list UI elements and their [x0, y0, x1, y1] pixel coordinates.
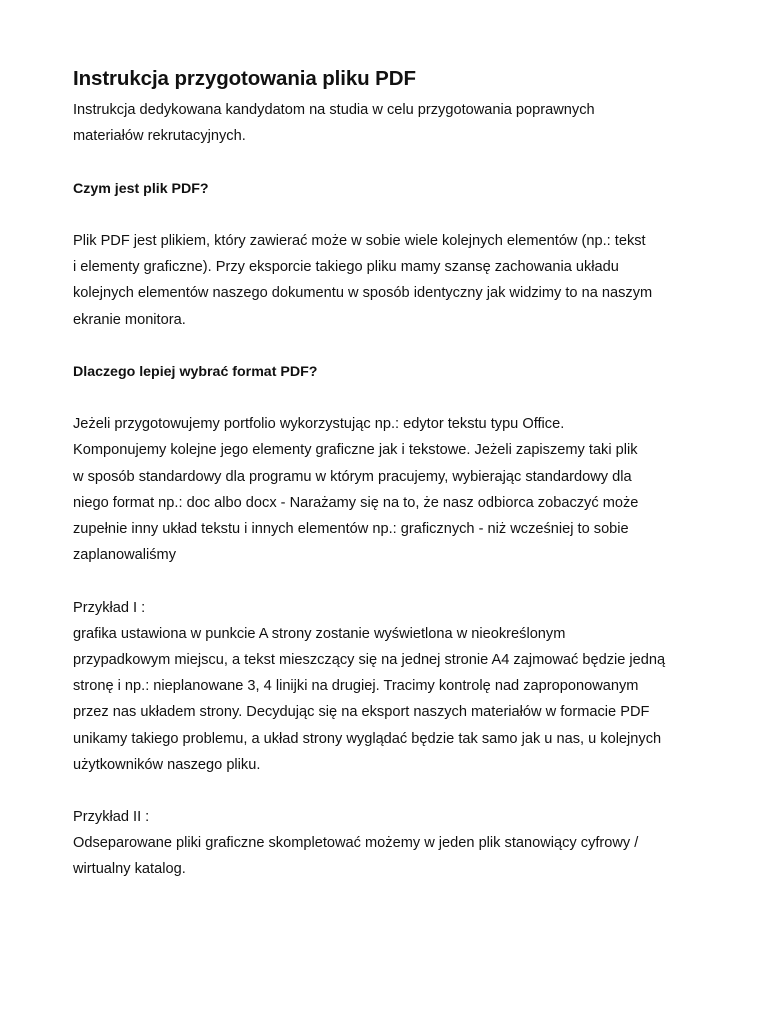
text-line: Komponujemy kolejne jego elementy graficzne jak i tekstowe. Jeżeli zapiszemy taki plik: [73, 442, 638, 459]
text-line: niego format np.: doc albo docx - Narażamy się na to, że nasz odbiorca zobaczyć może: [73, 494, 639, 511]
document-page: [73, 64, 703, 883]
section-paragraph: [73, 228, 703, 333]
section-heading: Czym jest plik PDF?: [73, 180, 209, 197]
text-line: grafika ustawiona w punkcie A strony zostanie wyświetlona w nieokreślonym: [73, 625, 566, 642]
text-line: użytkowników naszego pliku.: [73, 756, 261, 773]
text-line: Instrukcja dedykowana kandydatom na studia w celu przygotowania poprawnych: [73, 102, 595, 118]
spacer: [73, 385, 703, 411]
text-line: Plik PDF jest plikiem, który zawierać może w sobie wiele kolejnych elementów (np.: tekst: [73, 232, 646, 249]
spacer: [73, 568, 703, 594]
section-heading: Dlaczego lepiej wybrać format PDF?: [73, 363, 318, 380]
spacer: [73, 778, 703, 804]
example-paragraph: [73, 830, 703, 882]
document-title: Instrukcja przygotowania pliku PDF: [73, 67, 416, 90]
spacer: [73, 202, 703, 228]
text-line: przypadkowym miejscu, a tekst mieszczący się na jednej stronie A4 zajmować będzie jedną: [73, 651, 666, 668]
section-paragraph: [73, 411, 703, 568]
text-line: Odseparowane pliki graficzne skompletować możemy w jeden plik stanowiący cyfrowy /: [73, 835, 639, 852]
spacer: [73, 333, 703, 359]
text-line: i elementy graficzne). Przy eksporcie takiego pliku mamy szansę zachowania układu: [73, 259, 619, 276]
text-line: przez nas układem strony. Decydując się na eksport naszych materiałów w formacie PDF: [73, 704, 650, 721]
spacer: [73, 149, 703, 175]
example-label: Przykład II :: [73, 809, 150, 826]
text-line: zupełnie inny układ tekstu i innych elementów np.: graficznych - niż wcześniej to sobie: [73, 521, 629, 537]
text-line: ekranie monitora.: [73, 311, 186, 328]
text-line: Jeżeli przygotowujemy portfolio wykorzystując np.: edytor tekstu typu Office.: [73, 416, 565, 433]
text-line: wirtualny katalog.: [73, 861, 186, 878]
intro-paragraph: [73, 97, 703, 149]
text-line: materiałów rekrutacyjnych.: [73, 128, 246, 145]
text-line: zaplanowaliśmy: [73, 547, 177, 564]
example-paragraph: [73, 621, 703, 778]
text-line: stronę i np.: nieplanowane 3, 4 linijki na drugiej. Tracimy kontrolę nad zaproponowanym: [73, 678, 639, 695]
example-label: Przykład I :: [73, 599, 146, 616]
text-line: w sposób standardowy dla programu w którym pracujemy, wybierając standardowy dla: [73, 468, 632, 485]
text-line: kolejnych elementów naszego dokumentu w sposób identyczny jak widzimy to na naszym: [73, 285, 653, 302]
text-line: unikamy takiego problemu, a układ strony wyglądać będzie tak samo jak u nas, u kolejnych: [73, 730, 662, 747]
